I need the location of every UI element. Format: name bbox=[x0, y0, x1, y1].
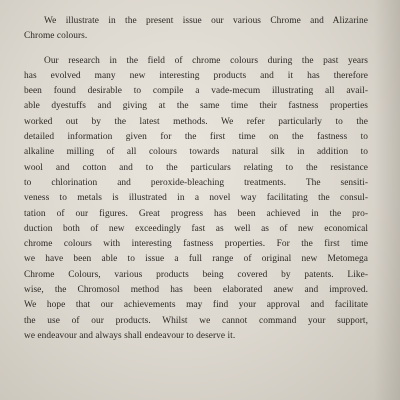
paragraph-research bbox=[24, 54, 368, 345]
text-line: Our research in the field of chrome colours during the past years bbox=[44, 55, 368, 66]
text-line: We illustrate in the present issue our various Chrome and Alizarine bbox=[44, 16, 368, 26]
text-line: detailed information given for the first time on the fastness to bbox=[24, 132, 368, 143]
text-line: Chrome Colours, various products being covered by patents. Like- bbox=[24, 269, 368, 280]
text-line: the use of our products. Whilst we cannot command your support, bbox=[24, 315, 368, 326]
text-line: worked out by the latest methods. We refer particularly to the bbox=[24, 116, 368, 127]
text-line: duction both of new exceedingly fast as well as of new economical bbox=[24, 223, 368, 234]
text-line: we have been able to issue a full range of original new Metomega bbox=[24, 254, 368, 265]
text-line: able dyestuffs and giving at the same time their fastness properties bbox=[24, 101, 368, 112]
text-line: wool and cotton and to the particulars relating to the resistance bbox=[24, 162, 368, 173]
text-line: been found desirable to compile a vade-mecum illustrating all avail- bbox=[24, 86, 368, 97]
text-line: wise, the Chromosol method has been elaborated anew and improved. bbox=[24, 285, 368, 296]
text-line: veness to metals is illustrated in a novel way facilitating the consul- bbox=[24, 193, 368, 204]
text-line: Chrome colours. bbox=[24, 31, 88, 42]
text-line: to chlorination and peroxide-bleaching treatments. The sensiti- bbox=[24, 177, 368, 188]
paragraph-intro bbox=[24, 14, 368, 45]
body-text bbox=[24, 14, 368, 344]
text-line: We hope that our achievements may find your approval and facilitate bbox=[24, 300, 368, 311]
text-line: tation of our figures. Great progress has been achieved in the pro- bbox=[24, 208, 368, 219]
paragraph-gap bbox=[24, 45, 368, 54]
text-line: alkaline milling of all colours towards natural silk in addition to bbox=[24, 147, 368, 158]
text-line: chrome colours with interesting fastness properties. For the first time bbox=[24, 239, 368, 250]
text-line: has evolved many new interesting products and it has therefore bbox=[24, 70, 368, 81]
text-line: we endeavour and always shall endeavour to deserve it. bbox=[24, 330, 236, 341]
